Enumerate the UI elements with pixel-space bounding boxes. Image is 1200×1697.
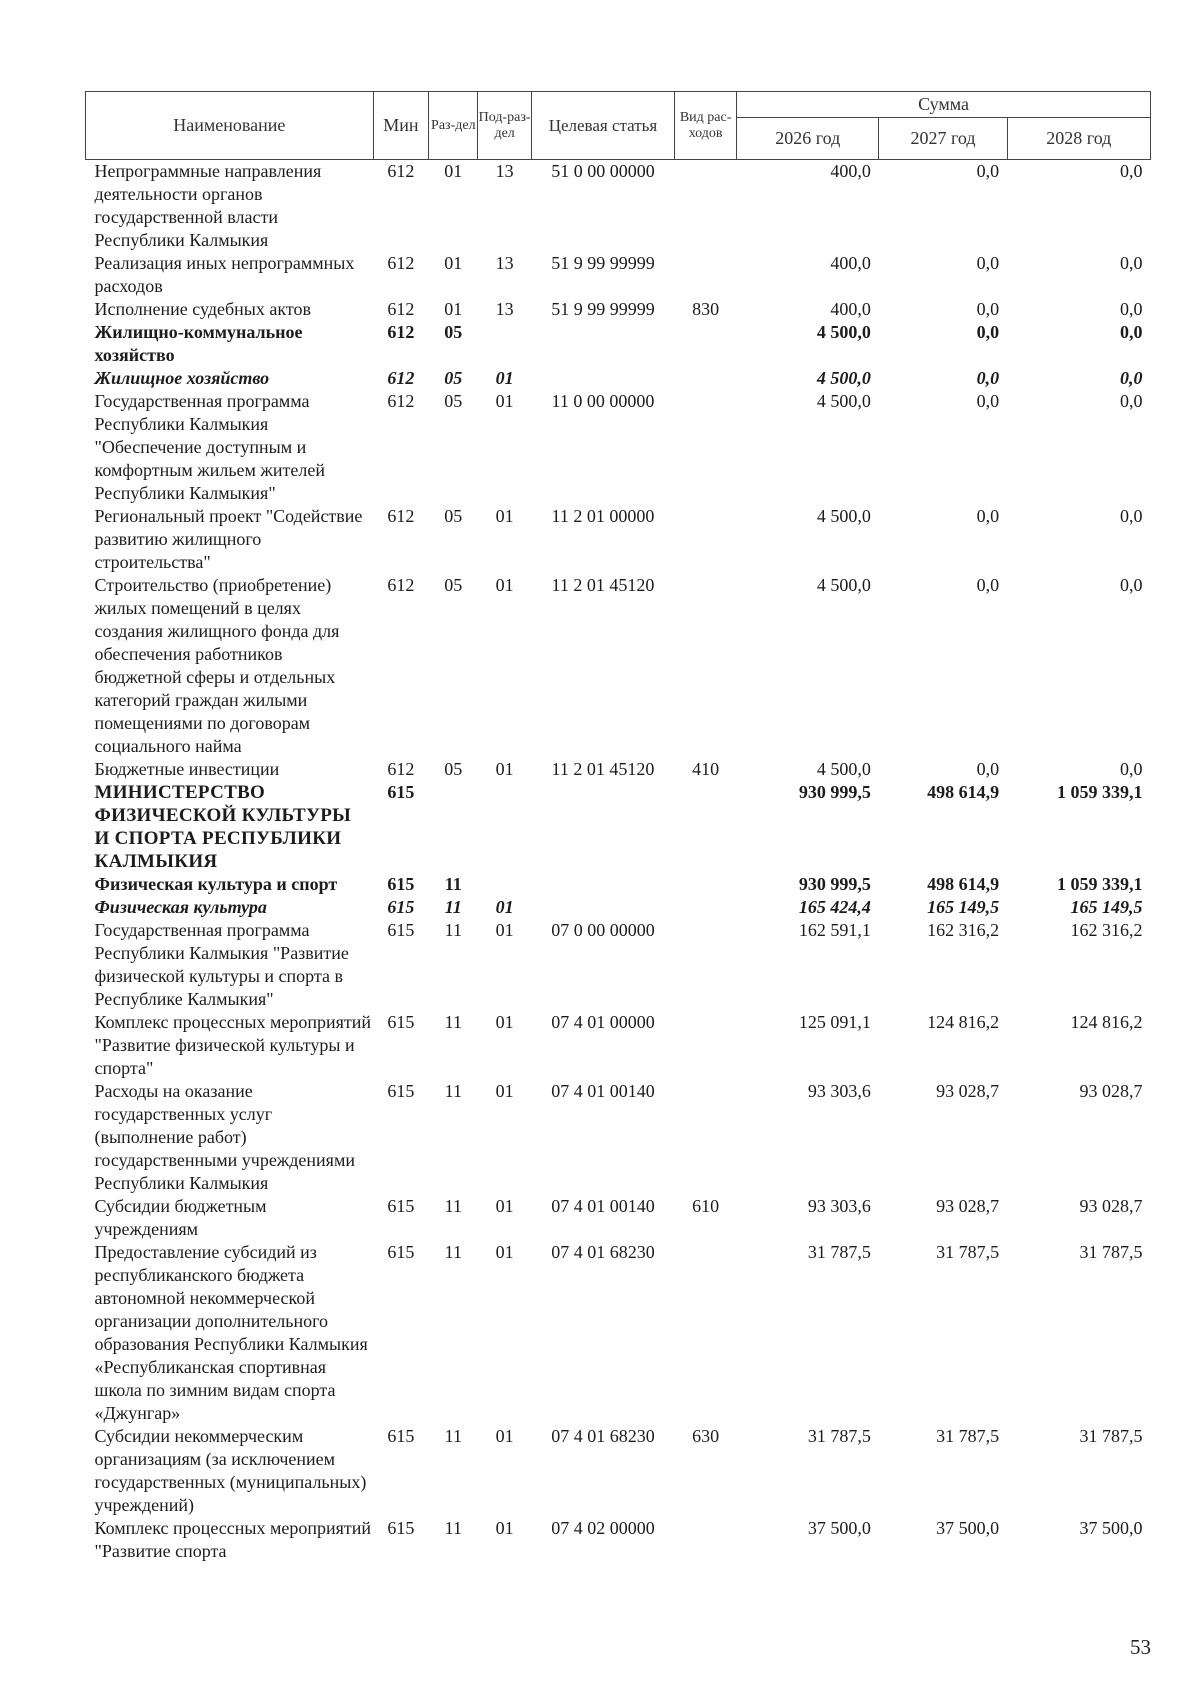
row-name: Расходы на оказание государственных услуг (выполнение работ) государственными учреждениями Республики Калмыкия <box>94 1081 355 1193</box>
row-ministry: 615 <box>387 1518 415 1538</box>
row-section: 05 <box>444 368 463 388</box>
row-name: Строительство (приобретение) жилых помещений в целях создания жилищного фонда для обеспечения работников бюджетной сферы и отдельных категорий граждан жилыми помещениями по договорам социального найма <box>94 575 340 756</box>
row-sum-2027: 93 028,7 <box>936 1081 1000 1101</box>
row-expense-type <box>675 1011 737 1080</box>
row-expense-type <box>675 321 737 367</box>
row-subsection: 01 <box>495 897 514 917</box>
table-row <box>86 574 1151 758</box>
row-ministry: 612 <box>387 161 415 181</box>
row-sum-2028: 0,0 <box>1120 253 1143 273</box>
row-name: Комплекс процессных мероприятий "Развитие физической культуры и спорта" <box>94 1012 372 1078</box>
row-ministry: 615 <box>387 782 415 802</box>
row-section: 11 <box>444 1012 462 1032</box>
header-name: Наименование <box>86 92 374 160</box>
table-row <box>86 1241 1151 1425</box>
row-ministry: 615 <box>387 1242 415 1262</box>
row-sum-2028: 31 787,5 <box>1079 1242 1143 1262</box>
row-ministry: 612 <box>387 322 415 342</box>
row-subsection <box>478 321 531 367</box>
row-section: 05 <box>444 322 463 342</box>
row-sum-2027: 93 028,7 <box>936 1196 1000 1216</box>
row-ministry: 612 <box>387 506 415 526</box>
row-ministry: 612 <box>387 368 415 388</box>
table-body <box>86 160 1151 1564</box>
table-row <box>86 298 1151 321</box>
row-sum-2026: 930 999,5 <box>798 782 871 802</box>
row-expense-type <box>675 505 737 574</box>
table-row <box>86 252 1151 298</box>
row-name: Предоставление субсидий из республиканского бюджета автономной некоммерческой организации дополнительного образования Республики Калмыкия «Республиканская спортивная школа по зимним видам спорта «Джунгар» <box>94 1242 368 1423</box>
row-sum-2028: 0,0 <box>1120 322 1143 342</box>
row-sum-2026: 4 500,0 <box>816 759 871 779</box>
row-section: 05 <box>444 575 463 595</box>
row-name: Бюджетные инвестиции <box>94 759 280 779</box>
row-sum-2027: 31 787,5 <box>936 1242 1000 1262</box>
row-sum-2027: 0,0 <box>976 299 1000 319</box>
row-subsection: 01 <box>495 1196 514 1216</box>
row-name: Государственная программа Республики Калмыкия "Обеспечение доступным и комфортным жильем жителей Республики Калмыкия" <box>94 391 325 503</box>
row-section: 11 <box>444 1518 462 1538</box>
row-name: Исполнение судебных актов <box>94 299 312 319</box>
row-target-article: 51 9 99 99999 <box>551 253 655 273</box>
row-sum-2028: 0,0 <box>1120 391 1143 411</box>
header-year-2028: 2028 год <box>1007 118 1150 160</box>
row-sum-2027: 0,0 <box>976 575 1000 595</box>
row-sum-2026: 31 787,5 <box>807 1426 871 1446</box>
row-ministry: 612 <box>387 253 415 273</box>
row-sum-2026: 4 500,0 <box>816 391 871 411</box>
row-target-article: 11 2 01 00000 <box>551 506 655 526</box>
row-sum-2027: 0,0 <box>976 161 1000 181</box>
row-section: 05 <box>444 759 463 779</box>
row-expense-type <box>675 896 737 919</box>
row-subsection: 01 <box>495 1012 514 1032</box>
table-row <box>86 1425 1151 1517</box>
row-section: 11 <box>444 874 462 894</box>
table-header <box>86 92 1151 160</box>
row-name: Реализация иных непрограммных расходов <box>94 253 355 296</box>
row-subsection: 01 <box>495 1242 514 1262</box>
row-sum-2027: 0,0 <box>976 391 1000 411</box>
row-expense-type: 830 <box>692 299 720 319</box>
row-sum-2026: 93 303,6 <box>807 1196 871 1216</box>
row-sum-2028: 165 149,5 <box>1070 897 1143 917</box>
row-subsection: 01 <box>495 391 514 411</box>
row-sum-2026: 165 424,4 <box>798 897 871 917</box>
row-target-article <box>531 367 674 390</box>
row-expense-type <box>675 919 737 1011</box>
row-subsection: 01 <box>495 1081 514 1101</box>
row-subsection: 01 <box>495 368 514 388</box>
row-sum-2028: 1 059 339,1 <box>1057 874 1143 894</box>
row-section: 11 <box>444 1196 462 1216</box>
row-ministry: 612 <box>387 391 415 411</box>
row-target-article: 11 2 01 45120 <box>551 759 655 779</box>
row-name: Физическая культура <box>94 897 267 917</box>
row-target-article: 07 4 01 68230 <box>551 1242 655 1262</box>
row-sum-2027: 165 149,5 <box>927 897 1000 917</box>
row-expense-type: 630 <box>692 1426 720 1446</box>
row-sum-2027: 0,0 <box>976 322 1000 342</box>
header-razdel: Раз-дел <box>429 92 478 160</box>
row-expense-type <box>675 1241 737 1425</box>
row-target-article: 51 9 99 99999 <box>551 299 655 319</box>
row-target-article <box>531 781 674 873</box>
header-min: Мин <box>373 92 429 160</box>
row-ministry: 615 <box>387 897 415 917</box>
row-sum-2027: 124 816,2 <box>927 1012 1000 1032</box>
table-row <box>86 896 1151 919</box>
table-row <box>86 367 1151 390</box>
row-sum-2026: 400,0 <box>830 299 871 319</box>
row-subsection <box>478 781 531 873</box>
row-section <box>429 781 478 873</box>
row-subsection: 13 <box>495 299 514 319</box>
row-sum-2026: 4 500,0 <box>816 322 871 342</box>
row-expense-type <box>675 873 737 896</box>
row-sum-2026: 4 500,0 <box>816 506 871 526</box>
row-name: Физическая культура и спорт <box>94 874 338 894</box>
row-sum-2028: 93 028,7 <box>1079 1196 1143 1216</box>
row-ministry: 615 <box>387 920 415 940</box>
row-expense-type: 610 <box>692 1196 720 1216</box>
row-sum-2027: 37 500,0 <box>936 1518 1000 1538</box>
row-subsection: 01 <box>495 506 514 526</box>
row-sum-2027: 0,0 <box>976 506 1000 526</box>
row-section: 11 <box>444 1426 462 1446</box>
row-target-article: 07 0 00 00000 <box>551 920 655 940</box>
row-expense-type <box>675 367 737 390</box>
row-name: МИНИСТЕРСТВО ФИЗИЧЕСКОЙ КУЛЬТУРЫ И СПОРТА РЕСПУБЛИКИ КАЛМЫКИЯ <box>94 782 352 872</box>
row-section: 11 <box>444 1081 462 1101</box>
row-sum-2027: 0,0 <box>976 253 1000 273</box>
row-ministry: 615 <box>387 1196 415 1216</box>
row-sum-2028: 0,0 <box>1120 759 1143 779</box>
header-podrazdel: Под-раз-дел <box>478 92 531 160</box>
row-subsection: 01 <box>495 575 514 595</box>
row-sum-2027: 498 614,9 <box>927 782 1000 802</box>
table-row <box>86 873 1151 896</box>
page-number: 53 <box>1130 1635 1151 1659</box>
table-row <box>86 1080 1151 1195</box>
row-sum-2028: 1 059 339,1 <box>1057 782 1143 802</box>
row-target-article <box>531 896 674 919</box>
row-ministry: 612 <box>387 299 415 319</box>
table-row <box>86 1011 1151 1080</box>
row-sum-2026: 4 500,0 <box>816 368 871 388</box>
row-sum-2026: 31 787,5 <box>807 1242 871 1262</box>
row-sum-2026: 125 091,1 <box>798 1012 871 1032</box>
table-row <box>86 758 1151 781</box>
row-target-article: 07 4 02 00000 <box>551 1518 655 1538</box>
row-sum-2026: 400,0 <box>830 161 871 181</box>
header-target-article: Целевая статья <box>531 92 674 160</box>
row-section: 01 <box>444 161 463 181</box>
row-target-article: 51 0 00 00000 <box>551 161 655 181</box>
row-subsection: 01 <box>495 1426 514 1446</box>
row-expense-type: 410 <box>692 759 720 779</box>
header-sum: Сумма <box>737 92 1151 118</box>
row-sum-2028: 0,0 <box>1120 161 1143 181</box>
row-section: 11 <box>444 1242 462 1262</box>
row-subsection: 01 <box>495 920 514 940</box>
table-row <box>86 781 1151 873</box>
table-row <box>86 321 1151 367</box>
row-name: Субсидии бюджетным учреждениям <box>94 1196 267 1239</box>
header-year-2026: 2026 год <box>737 118 879 160</box>
row-sum-2027: 0,0 <box>976 368 1000 388</box>
row-target-article <box>531 321 674 367</box>
row-name: Субсидии некоммерческим организациям (за исключением государственных (муниципальных) учреждений) <box>94 1426 367 1515</box>
row-expense-type <box>675 1517 737 1563</box>
row-subsection: 13 <box>495 161 514 181</box>
row-sum-2028: 0,0 <box>1120 299 1143 319</box>
row-sum-2026: 4 500,0 <box>816 575 871 595</box>
table-row <box>86 1517 1151 1563</box>
row-section: 05 <box>444 506 463 526</box>
row-ministry: 615 <box>387 1012 415 1032</box>
row-target-article: 11 2 01 45120 <box>551 575 655 595</box>
header-expense-type: Вид рас-ходов <box>675 92 737 160</box>
row-expense-type <box>675 1080 737 1195</box>
row-expense-type <box>675 160 737 253</box>
row-target-article <box>531 873 674 896</box>
header-year-2027: 2027 год <box>879 118 1007 160</box>
row-section: 11 <box>444 920 462 940</box>
row-ministry: 615 <box>387 1081 415 1101</box>
row-sum-2028: 0,0 <box>1120 506 1143 526</box>
row-section: 01 <box>444 253 463 273</box>
row-target-article: 11 0 00 00000 <box>551 391 655 411</box>
row-sum-2028: 31 787,5 <box>1079 1426 1143 1446</box>
row-sum-2026: 162 591,1 <box>798 920 871 940</box>
row-subsection: 01 <box>495 1518 514 1538</box>
row-sum-2026: 930 999,5 <box>798 874 871 894</box>
row-sum-2027: 498 614,9 <box>927 874 1000 894</box>
row-ministry: 612 <box>387 575 415 595</box>
table-row <box>86 505 1151 574</box>
row-name: Региональный проект "Содействие развитию жилищного строительства" <box>94 506 363 572</box>
row-subsection: 13 <box>495 253 514 273</box>
row-name: Жилищное хозяйство <box>94 368 270 388</box>
row-target-article: 07 4 01 00140 <box>551 1081 655 1101</box>
row-section: 05 <box>444 391 463 411</box>
row-expense-type <box>675 781 737 873</box>
row-name: Непрограммные направления деятельности органов государственной власти Республики Калмыкия <box>94 161 322 250</box>
row-target-article: 07 4 01 00000 <box>551 1012 655 1032</box>
row-sum-2026: 93 303,6 <box>807 1081 871 1101</box>
table-row <box>86 919 1151 1011</box>
row-target-article: 07 4 01 68230 <box>551 1426 655 1446</box>
row-sum-2027: 0,0 <box>976 759 1000 779</box>
row-ministry: 615 <box>387 1426 415 1446</box>
row-sum-2028: 0,0 <box>1120 575 1143 595</box>
row-sum-2026: 37 500,0 <box>807 1518 871 1538</box>
row-expense-type <box>675 390 737 505</box>
row-name: Жилищно-коммунальное хозяйство <box>94 322 303 365</box>
row-subsection: 01 <box>495 759 514 779</box>
row-sum-2028: 124 816,2 <box>1070 1012 1143 1032</box>
row-target-article: 07 4 01 00140 <box>551 1196 655 1216</box>
table-row <box>86 160 1151 253</box>
row-sum-2028: 0,0 <box>1120 368 1143 388</box>
row-sum-2027: 31 787,5 <box>936 1426 1000 1446</box>
row-name: Государственная программа Республики Калмыкия "Развитие физической культуры и спорта в Республике Калмыкия" <box>94 920 349 1009</box>
budget-table <box>85 91 1151 1563</box>
table-row <box>86 390 1151 505</box>
row-name: Комплекс процессных мероприятий "Развитие спорта <box>94 1518 372 1561</box>
row-sum-2027: 162 316,2 <box>927 920 1000 940</box>
row-sum-2028: 37 500,0 <box>1079 1518 1143 1538</box>
row-expense-type <box>675 574 737 758</box>
row-section: 01 <box>444 299 463 319</box>
row-sum-2028: 93 028,7 <box>1079 1081 1143 1101</box>
row-sum-2026: 400,0 <box>830 253 871 273</box>
row-section: 11 <box>444 897 462 917</box>
table-row <box>86 1195 1151 1241</box>
row-ministry: 612 <box>387 759 415 779</box>
row-subsection <box>478 873 531 896</box>
row-ministry: 615 <box>387 874 415 894</box>
row-expense-type <box>675 252 737 298</box>
row-sum-2028: 162 316,2 <box>1070 920 1143 940</box>
